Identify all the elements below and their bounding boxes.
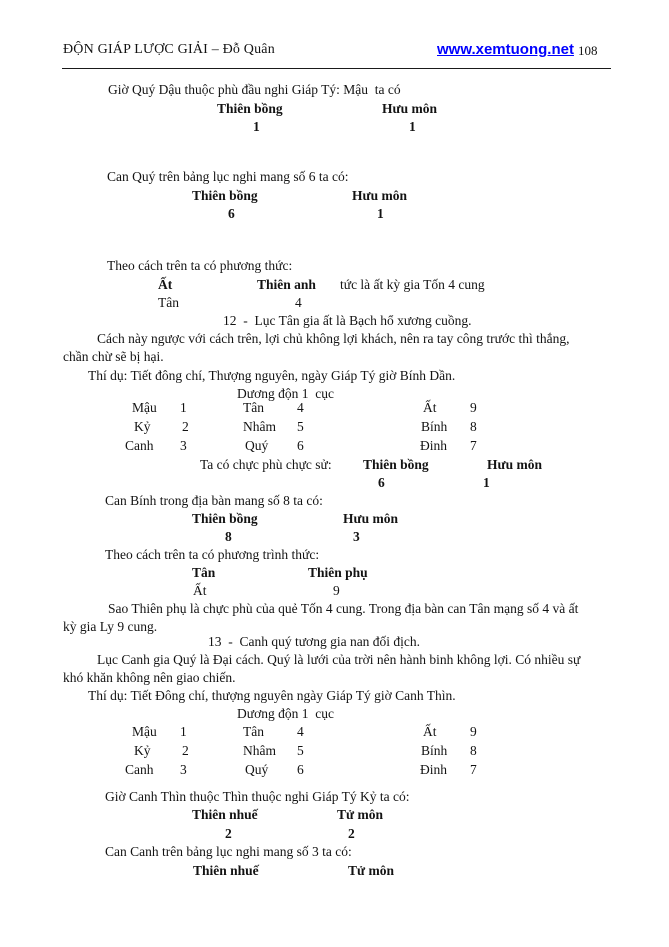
text-line — [0, 277, 669, 293]
body-text: Nhâm — [243, 419, 276, 434]
text-line — [0, 331, 669, 347]
text-line — [0, 826, 669, 842]
text-line — [0, 101, 669, 117]
body-text: Mậu — [132, 724, 157, 739]
body-text: Cách này ngược với cách trên, lợi chủ không lợi khách, nên ra tay công trước thì thắng, — [97, 331, 570, 346]
text-line — [0, 724, 669, 740]
body-text: Ất — [193, 583, 207, 598]
body-text: 4 — [297, 724, 304, 739]
body-text: 8 — [470, 743, 477, 758]
emphasis-text: 1 — [377, 206, 384, 221]
body-text: Ất — [423, 724, 437, 739]
body-text: Canh — [125, 438, 154, 453]
body-text: Nhâm — [243, 743, 276, 758]
text-line — [0, 706, 669, 722]
text-line — [0, 863, 669, 879]
body-text: Mậu — [132, 400, 157, 415]
body-text: Bính — [421, 419, 448, 434]
body-text: 6 — [297, 762, 304, 777]
body-text: 9 — [333, 583, 340, 598]
body-text: Kỷ — [134, 419, 151, 434]
body-text: Giờ Canh Thìn thuộc Thìn thuộc nghi Giáp Tý Kỷ ta có: — [105, 789, 410, 804]
text-line — [0, 400, 669, 416]
body-text: 9 — [470, 400, 477, 415]
emphasis-text: Hưu môn — [487, 457, 542, 472]
body-text: Ất — [423, 400, 437, 415]
body-text: Can Quý trên bảng lục nghi mang số 6 ta có: — [107, 169, 349, 184]
text-line — [0, 438, 669, 454]
emphasis-text: 3 — [353, 529, 360, 544]
text-line — [0, 762, 669, 778]
emphasis-text: 1 — [253, 119, 260, 134]
emphasis-text: 8 — [225, 529, 232, 544]
emphasis-text: Thiên nhuế — [193, 863, 259, 878]
emphasis-text: Hưu môn — [382, 101, 437, 116]
emphasis-text: Tân — [192, 565, 216, 580]
text-line — [0, 295, 669, 311]
text-line — [0, 82, 669, 98]
emphasis-text: Tử môn — [337, 807, 383, 822]
text-line — [0, 493, 669, 509]
text-line — [0, 670, 669, 686]
emphasis-text: Thiên bồng — [192, 188, 258, 203]
emphasis-text: Thiên nhuế — [192, 807, 258, 822]
body-text: Tân — [158, 295, 179, 310]
text-line — [0, 634, 669, 650]
emphasis-text: Thiên bồng — [192, 511, 258, 526]
emphasis-text: 1 — [409, 119, 416, 134]
text-line — [0, 844, 669, 860]
text-line — [0, 349, 669, 365]
website-link[interactable]: www.xemtuong.net — [437, 41, 574, 58]
emphasis-text: 2 — [225, 826, 232, 841]
body-text: 3 — [180, 438, 187, 453]
body-text: 1 — [180, 724, 187, 739]
body-text: Lục Canh gia Quý là Đại cách. Quý là lưới của trời nên hành binh không lợi. Có nhiều sự — [97, 652, 581, 667]
body-text: Tân — [243, 724, 264, 739]
text-line — [0, 206, 669, 222]
text-line — [0, 419, 669, 435]
body-text: 7 — [470, 762, 477, 777]
body-text: Bính — [421, 743, 448, 758]
body-text: khó khăn không nên giao chiến. — [63, 670, 236, 685]
text-line — [0, 583, 669, 599]
body-text: Tân — [243, 400, 264, 415]
body-text: Can Canh trên bảng lục nghi mang số 3 ta có: — [105, 844, 352, 859]
emphasis-text: Hưu môn — [343, 511, 398, 526]
body-text: Quý — [245, 438, 269, 453]
body-text: 5 — [297, 743, 304, 758]
body-text: Theo cách trên ta có phương trình thức: — [105, 547, 320, 562]
body-text: chần chừ sẽ bị hại. — [63, 349, 164, 364]
body-text: 2 — [182, 743, 189, 758]
body-text: Can Bính trong địa bàn mang số 8 ta có: — [105, 493, 323, 508]
body-text: tức là ất kỳ gia Tốn 4 cung — [340, 277, 485, 292]
text-line — [0, 547, 669, 563]
emphasis-text: 1 — [483, 475, 490, 490]
emphasis-text: Thiên anh — [257, 277, 316, 292]
text-line — [0, 258, 669, 274]
body-text: 9 — [470, 724, 477, 739]
text-line — [0, 511, 669, 527]
text-line — [0, 789, 669, 805]
body-text: Dương độn 1 cục — [237, 706, 334, 721]
text-line — [0, 529, 669, 545]
body-text: 4 — [295, 295, 302, 310]
body-text: 7 — [470, 438, 477, 453]
document-title: ĐỘN GIÁP LƯỢC GIẢI – Đỗ Quân — [63, 42, 275, 57]
body-text: 6 — [297, 438, 304, 453]
body-text: Quý — [245, 762, 269, 777]
body-text: 4 — [297, 400, 304, 415]
emphasis-text: Hưu môn — [352, 188, 407, 203]
text-line — [0, 169, 669, 185]
body-text: 12 - Lục Tân gia ất là Bạch hổ xương cuồng. — [223, 313, 472, 328]
body-text: Đinh — [420, 762, 447, 777]
text-line — [0, 368, 669, 384]
emphasis-text: 6 — [228, 206, 235, 221]
text-line — [0, 619, 669, 635]
body-text: 8 — [470, 419, 477, 434]
body-text: Sao Thiên phụ là chực phù của quẻ Tốn 4 cung. Trong địa bàn can Tân mạng số 4 và ất — [108, 601, 579, 616]
text-line — [0, 601, 669, 617]
body-text: 3 — [180, 762, 187, 777]
body-text: Canh — [125, 762, 154, 777]
page-number: 108 — [578, 43, 598, 58]
body-text: 2 — [182, 419, 189, 434]
emphasis-text: Ất — [158, 277, 173, 292]
text-line — [0, 743, 669, 759]
body-text: Thí dụ: Tiết Đông chí, thượng nguyên ngày Giáp Tý giờ Canh Thìn. — [88, 688, 456, 703]
emphasis-text: 2 — [348, 826, 355, 841]
text-line — [0, 807, 669, 823]
text-line — [0, 475, 669, 491]
body-text: 1 — [180, 400, 187, 415]
body-text: 13 - Canh quý tương gia nan đối địch. — [208, 634, 421, 649]
body-text: Dương độn 1 cục — [237, 386, 334, 401]
body-text: Kỷ — [134, 743, 151, 758]
body-text: Giờ Quý Dậu thuộc phù đầu nghi Giáp Tý: Mậu ta có — [108, 82, 401, 97]
text-line — [0, 565, 669, 581]
text-line — [0, 188, 669, 204]
body-text: Theo cách trên ta có phương thức: — [107, 258, 293, 273]
body-text: Ta có chực phù chực sử: — [200, 457, 332, 472]
body-text: 5 — [297, 419, 304, 434]
emphasis-text: Thiên bồng — [217, 101, 283, 116]
text-line — [0, 688, 669, 704]
body-text: Đinh — [420, 438, 447, 453]
body-text: kỳ gia Ly 9 cung. — [63, 619, 158, 634]
text-line — [0, 457, 669, 473]
text-line — [0, 119, 669, 135]
text-line — [0, 652, 669, 668]
text-line — [0, 313, 669, 329]
emphasis-text: Tử môn — [348, 863, 394, 878]
emphasis-text: Thiên phụ — [308, 565, 368, 580]
emphasis-text: 6 — [378, 475, 385, 490]
header-divider — [62, 68, 611, 69]
emphasis-text: Thiên bồng — [363, 457, 429, 472]
body-text: Thí dụ: Tiết đông chí, Thượng nguyên, ngày Giáp Tý giờ Bính Dần. — [88, 368, 456, 383]
